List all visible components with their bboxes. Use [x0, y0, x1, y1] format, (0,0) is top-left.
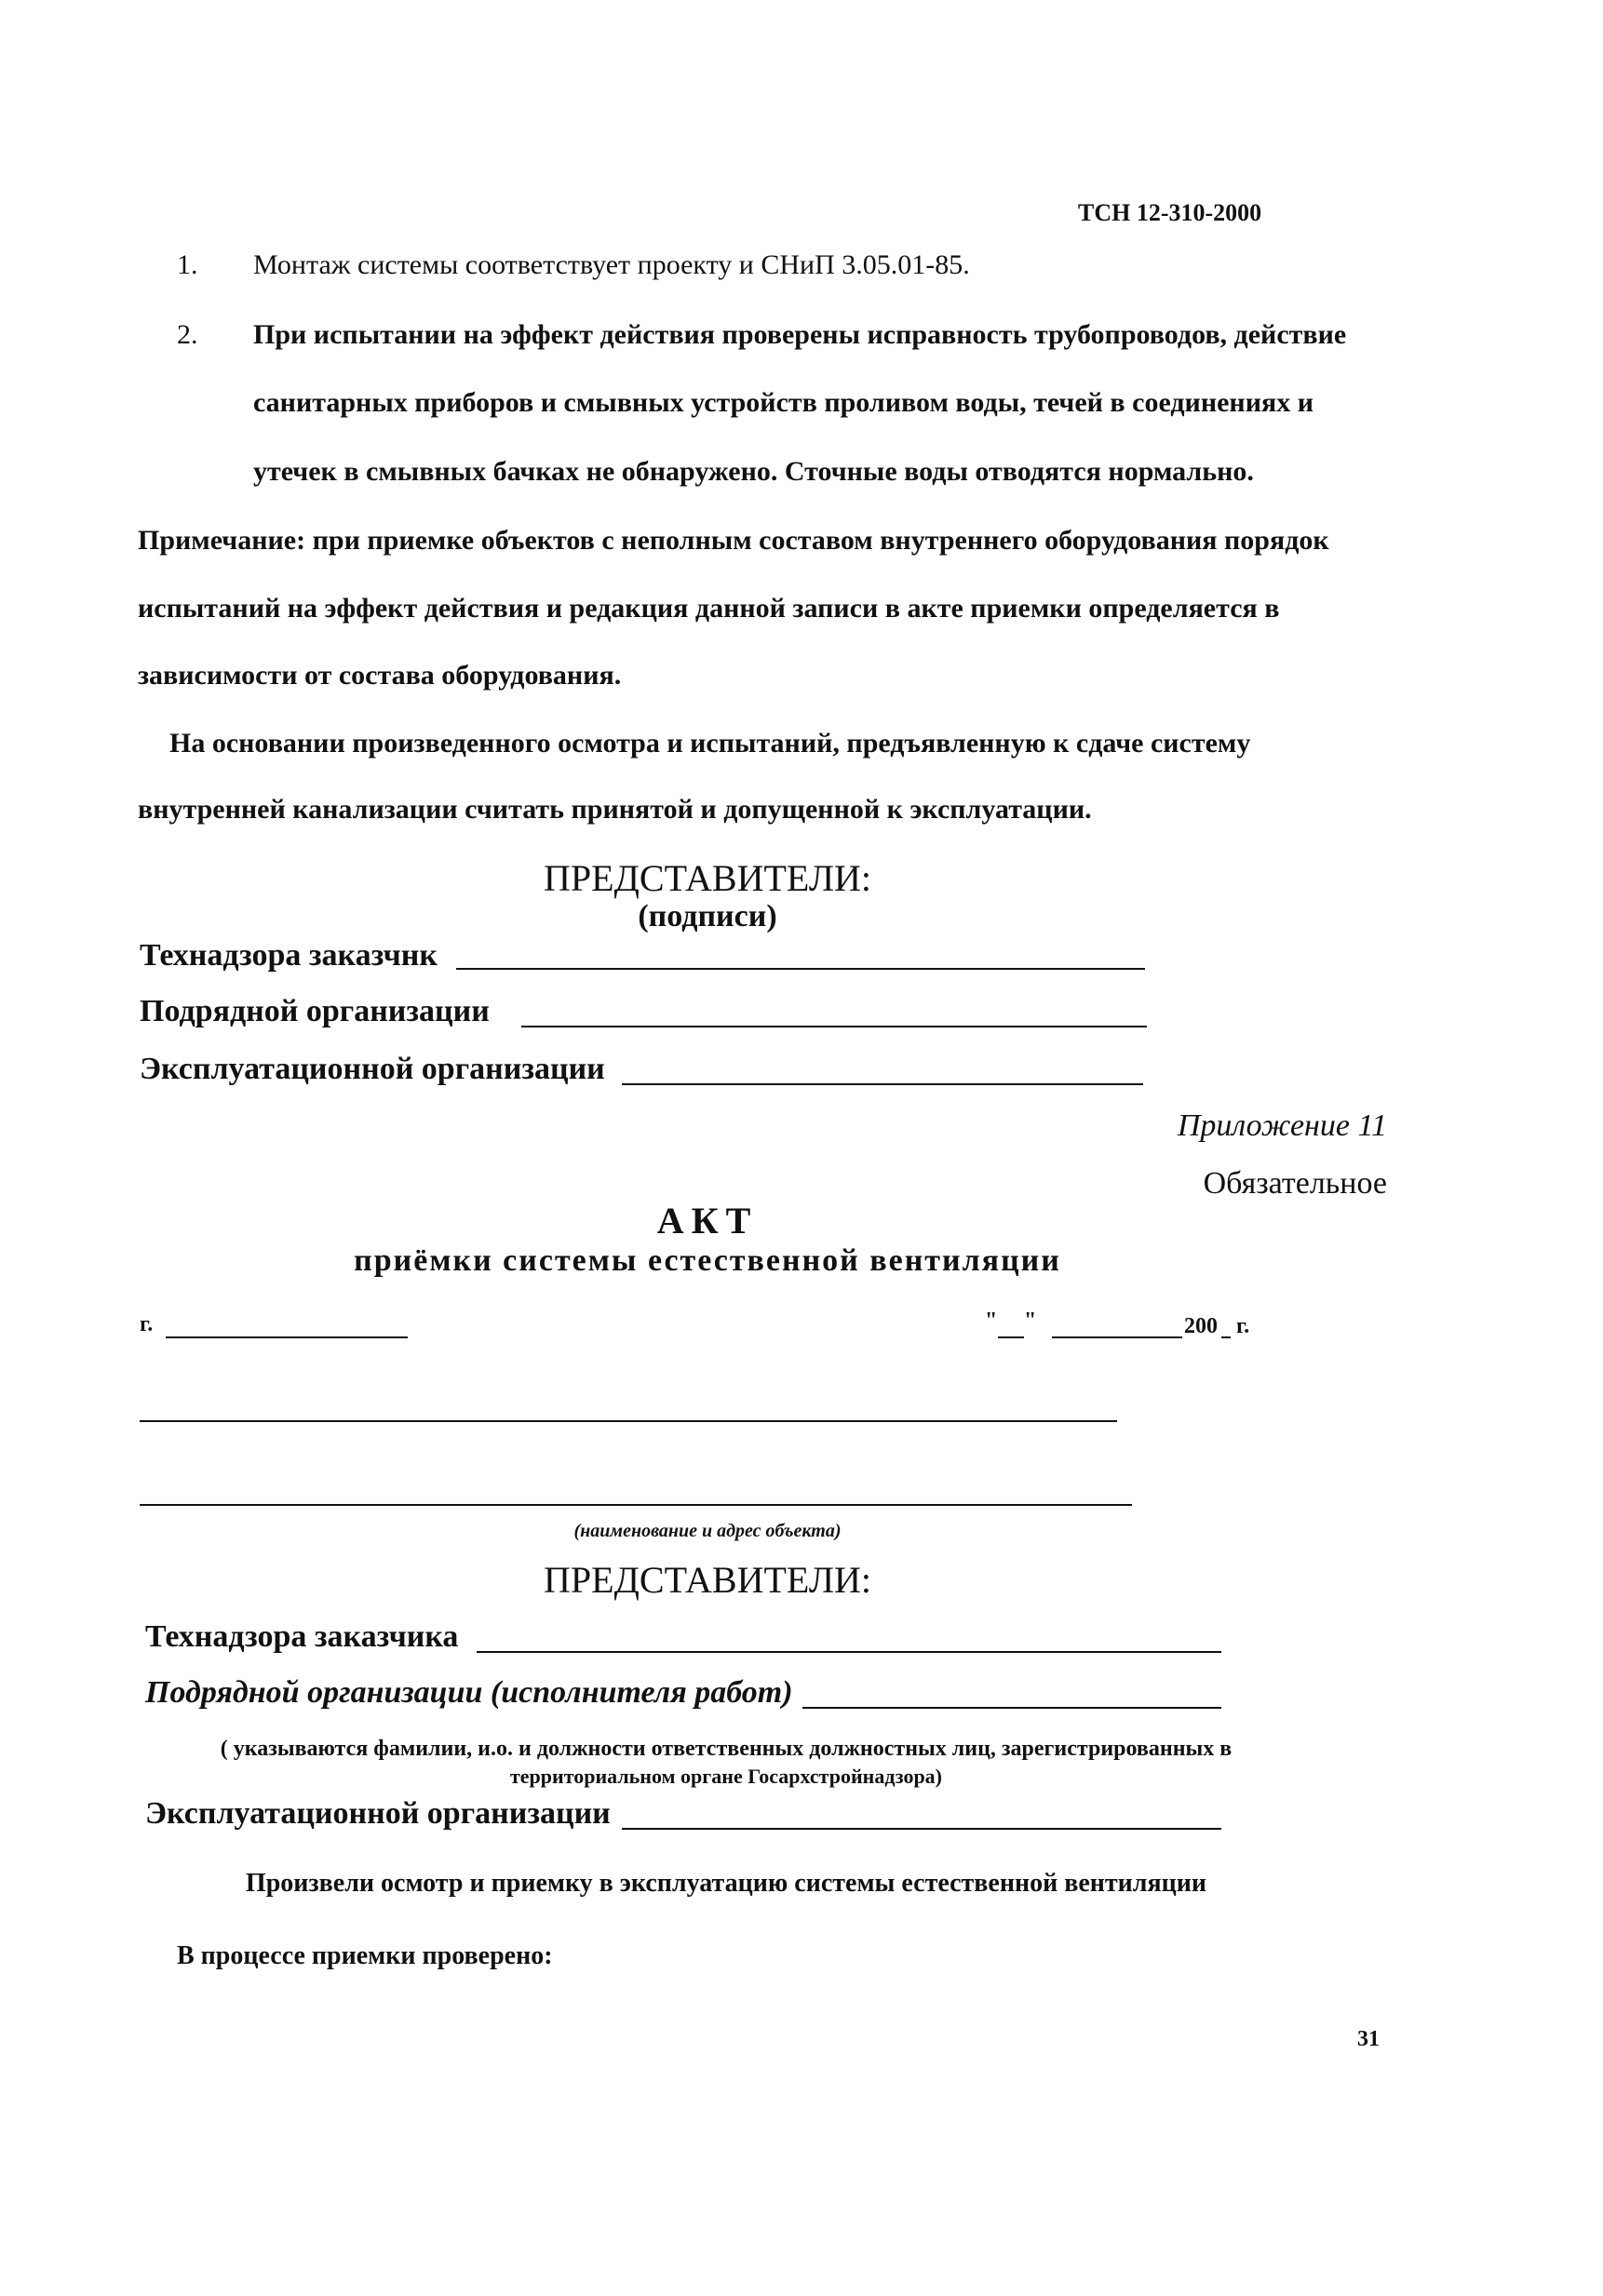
- act-subtitle: приёмки системы естественной вентиляции: [354, 1243, 1061, 1278]
- operator-label: Эксплуатационной организации: [140, 1052, 605, 1086]
- note-line-1: Примечание: при приемке объектов с неполным составом внутреннего оборудования порядок: [138, 525, 1329, 556]
- note-line-2: испытаний на эффект действия и редакция данной записи в акте приемки определяется в: [138, 593, 1280, 624]
- list-item-1-text: Монтаж системы соответствует проекту и СНиП 3.05.01-85.: [253, 249, 970, 280]
- operator-label-2: Эксплуатационной организации: [145, 1796, 611, 1831]
- customer-supervision-signature-line[interactable]: [456, 968, 1145, 970]
- city-prefix: г.: [140, 1312, 154, 1336]
- list-number-2: 2.: [177, 319, 198, 350]
- list-item-2-line-2: санитарных приборов и смывных устройств проливом воды, течей в соединениях и: [253, 387, 1314, 418]
- contractor-line-2[interactable]: [802, 1707, 1221, 1709]
- contractor-label-2: Подрядной организации (исполнителя работ): [145, 1675, 793, 1710]
- date-quote-close: ": [1024, 1309, 1037, 1333]
- date-month-field[interactable]: [1052, 1336, 1182, 1338]
- date-year-suffix: г.: [1236, 1314, 1250, 1338]
- officials-note-line-2: территориальном органе Госархстройнадзора): [509, 1765, 943, 1788]
- inspection-text: Произвели осмотр и приемку в эксплуатацию системы естественной вентиляции: [245, 1869, 1207, 1898]
- appendix-label: Приложение 11: [1177, 1108, 1387, 1143]
- city-field[interactable]: [166, 1336, 408, 1338]
- conclusion-line-1: На основании произведенного осмотра и испытаний, предъявленную к сдаче систему: [169, 728, 1251, 759]
- contractor-signature-line[interactable]: [521, 1026, 1147, 1027]
- representatives-heading-1: ПРЕДСТАВИТЕЛИ:: [544, 857, 871, 899]
- customer-label-2: Технадзора заказчика: [145, 1619, 459, 1654]
- list-item-2-line-1: При испытании на эффект действия проверены исправность трубопроводов, действие: [253, 319, 1347, 350]
- list-item-2-line-3: утечек в смывных бачках не обнаружено. Сточные воды отводятся нормально.: [253, 456, 1254, 487]
- signatures-subheading: (подписи): [638, 899, 777, 933]
- date-quote-open: ": [985, 1309, 998, 1333]
- object-name-line-2[interactable]: [140, 1504, 1132, 1506]
- object-name-line-1[interactable]: [140, 1420, 1117, 1422]
- date-year: 200: [1184, 1314, 1218, 1338]
- date-day-field[interactable]: [998, 1336, 1024, 1338]
- object-caption: (наименование и адрес объекта): [573, 1521, 842, 1541]
- customer-supervision-label: Технадзора заказчнк: [140, 938, 438, 973]
- process-text: В процессе приемки проверено:: [177, 1941, 553, 1970]
- operator-line-2[interactable]: [622, 1828, 1221, 1830]
- contractor-label: Подрядной организации: [140, 994, 490, 1028]
- act-title: АКТ: [656, 1200, 759, 1242]
- date-year-field[interactable]: [1221, 1336, 1231, 1338]
- note-line-3: зависимости от состава оборудования.: [138, 660, 622, 691]
- list-number-1: 1.: [177, 249, 198, 280]
- document-code: ТСН 12-310-2000: [1078, 199, 1262, 226]
- officials-note-line-1: ( указываются фамилии, и.о. и должности ответственных должностных лиц, зарегистрированных в: [220, 1737, 1233, 1761]
- representatives-heading-2: ПРЕДСТАВИТЕЛИ:: [544, 1559, 871, 1601]
- operator-signature-line[interactable]: [622, 1083, 1143, 1085]
- appendix-status: Обязательное: [1203, 1166, 1387, 1201]
- customer-line-2[interactable]: [477, 1651, 1221, 1653]
- conclusion-line-2: внутренней канализации считать принятой и допущенной к эксплуатации.: [138, 794, 1092, 825]
- page-number: 31: [1357, 2027, 1380, 2051]
